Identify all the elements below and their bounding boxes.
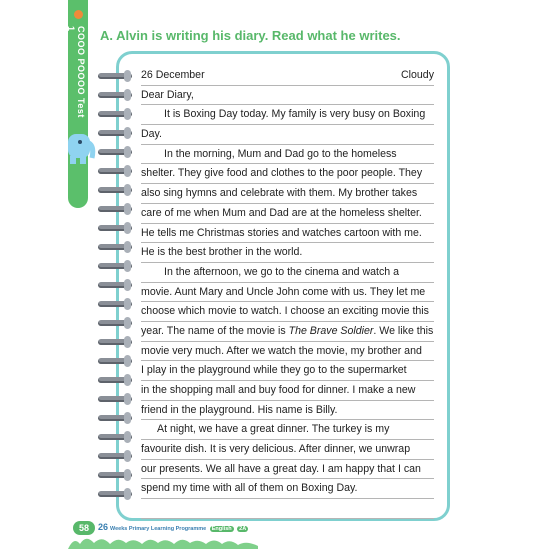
diary-line: in the shopping mall and buy food for dinner. I make a new [141, 381, 434, 401]
ring-icon [98, 92, 132, 98]
diary-greeting: Dear Diary, [141, 86, 434, 106]
ring-icon [98, 453, 132, 459]
diary-line: In the morning, Mum and Dad go to the homeless [141, 145, 434, 165]
ring-icon [98, 130, 132, 136]
ring-icon [98, 491, 132, 497]
subject-badge: English [211, 526, 232, 532]
brand-name: Weeks Primary Learning Programme [110, 526, 207, 532]
brand-line [98, 522, 248, 532]
diary-weather: Cloudy [401, 69, 434, 81]
diary-blank-line [141, 499, 434, 519]
ring-icon [98, 320, 132, 326]
diary-date: 26 December [141, 69, 205, 81]
ring-icon [98, 415, 132, 421]
notebook-rings [98, 73, 138, 513]
ring-icon [98, 73, 132, 79]
diary-text: year. The name of the movie is [141, 324, 289, 337]
page-number: 58 [73, 521, 95, 535]
diary-line: our presents. We all have a great day. I am happy that I can [141, 460, 434, 480]
ring-icon [98, 282, 132, 288]
diary-line: Day. [141, 125, 434, 145]
ring-icon [98, 187, 132, 193]
diary-line: movie very much. After we watch the movie, my brother and [141, 342, 434, 362]
ring-icon [98, 111, 132, 117]
ring-icon [98, 149, 132, 155]
side-tab-label [66, 26, 86, 126]
ring-icon [98, 206, 132, 212]
diary-line: It is Boxing Day today. My family is very busy on Boxing [141, 105, 434, 125]
movie-title: The Brave Soldier [288, 324, 374, 337]
ring-icon [98, 396, 132, 402]
ring-icon [98, 377, 132, 383]
diary-date-line [141, 66, 434, 86]
diary-lines [141, 66, 434, 519]
ring-icon [98, 339, 132, 345]
side-tab-dots: COOO POOOO [76, 26, 86, 96]
diary-line: He tells me Christmas stories and watches cartoon with me. [141, 224, 434, 244]
diary-line: He is the best brother in the world. [141, 243, 434, 263]
ring-icon [98, 225, 132, 231]
elephant-icon [68, 128, 96, 164]
ring-icon [98, 168, 132, 174]
grass-decoration [68, 532, 258, 549]
diary-line: movie. Aunt Mary and Uncle John come with us. They let me [141, 283, 434, 303]
side-tab-test: Test 1 [66, 26, 86, 118]
ring-icon [98, 301, 132, 307]
diary-line: spend my time with all of them on Boxing Day. [141, 479, 434, 499]
ring-icon [98, 358, 132, 364]
diary-text: . We like this [373, 324, 434, 337]
ring-icon [98, 472, 132, 478]
instruction-heading: A. Alvin is writing his diary. Read what he writes. [100, 28, 401, 43]
diary-line: choose which movie to watch. I choose an exciting movie this [141, 302, 434, 322]
diary-line: At night, we have a great dinner. The turkey is my [141, 420, 434, 440]
diary-line: friend in the playground. His name is Billy. [141, 401, 434, 421]
diary-line: shelter. They give food and clothes to the poor people. They [141, 164, 434, 184]
brand-number: 26 [98, 522, 109, 532]
ring-icon [98, 434, 132, 440]
diary-line: also sing hymns and celebrate with them. My brother takes [141, 184, 434, 204]
ring-icon [98, 244, 132, 250]
diary-line: In the afternoon, we go to the cinema and watch a [141, 263, 434, 283]
ring-icon [98, 263, 132, 269]
diary-line: favourite dish. It is very delicious. After dinner, we unwrap [141, 440, 434, 460]
diary-line: I play in the playground while they go to the supermarket [141, 361, 434, 381]
level-badge: 2A [239, 526, 247, 532]
orange-dot-icon [74, 10, 83, 19]
diary-line [141, 322, 434, 342]
diary-line: care of me when Mum and Dad are at the homeless shelter. [141, 204, 434, 224]
